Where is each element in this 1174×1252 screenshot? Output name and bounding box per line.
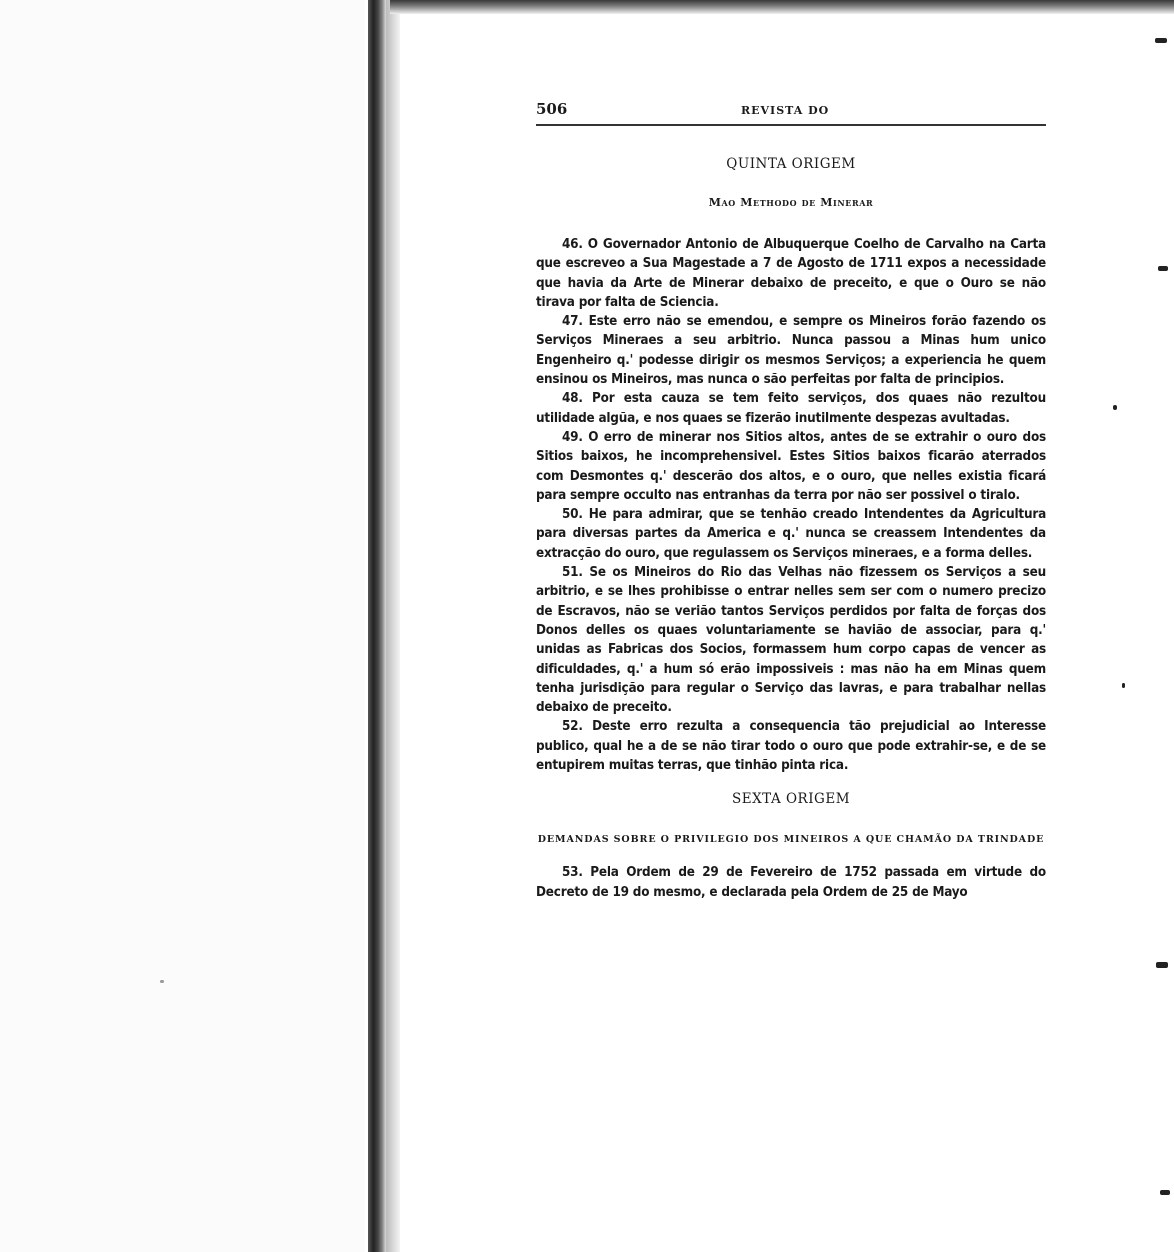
page-top-edge [390, 0, 1174, 14]
margin-speck [1156, 962, 1168, 968]
section-subtitle: DEMANDAS SOBRE O PRIVILEGIO DOS MINEIROS A QUE CHAMÃO DA TRINDADE [537, 834, 1045, 846]
margin-speck [1160, 1190, 1170, 1195]
paragraph: 50. He para admirar, que se tenhão creado Intendentes da Agricultura para diversas partes da America e q.' nunca se creassem Intendentes da extracção do ouro, que regulassem os Serviços mineraes, e a forma delles. [536, 507, 1046, 561]
paragraph: 51. Se os Mineiros do Rio das Velhas não fizessem os Serviços a seu arbitrio, e se lhes prohibisse o entrar nelles sem ser com o numero precizo de Escravos, não se verião tantos Serviços perdidos por falta de forças dos Donos delles os quaes voluntariamente se havião de associar, para q.' unidas as Fabricas dos Socios, formassem hum corpo capas de vencer as dificuldades, q.' a hum só erão impossiveis : mas não ha em Minas quem tenha jurisdição para regular o Serviço das lavras, e para trabalhar nellas debaixo de preceito. [536, 565, 1046, 716]
page-header [536, 100, 1046, 118]
margin-speck [1122, 683, 1125, 688]
header-rule [536, 124, 1046, 126]
book-page [536, 100, 1046, 902]
margin-speck [1155, 38, 1167, 43]
paragraph: 53. Pela Ordem de 29 de Fevereiro de 1752 passada em virtude do Decreto de 19 do mesmo, e declarada pela Ordem de 25 de Mayo [536, 865, 1046, 900]
section-subtitle: Mao Methodo de Minerar [708, 196, 874, 209]
margin-speck [1113, 405, 1117, 410]
section-title: SEXTA ORIGEM [731, 791, 851, 808]
paragraph: 48. Por esta cauza se tem feito serviços, dos quaes não rezultou utilidade algũa, e nos quaes se fizerão inutilmente despezas avultadas. [536, 391, 1046, 426]
margin-speck [1158, 266, 1168, 271]
section-body [536, 863, 1046, 902]
page-gutter [386, 0, 400, 1252]
paragraph: 52. Deste erro rezulta a consequencia tão prejudicial ao Interesse publico, qual he a de se não tirar todo o ouro que pode extrahir-se, e de se entupirem muitas terras, que tinhão pinta rica. [536, 719, 1046, 774]
margin-speck [160, 980, 164, 983]
section-body [536, 235, 1046, 775]
section-title: QUINTA ORIGEM [726, 156, 856, 172]
running-title: REVISTA DO [741, 104, 830, 117]
page-number: 506 [536, 100, 568, 118]
paragraph: 49. O erro de minerar nos Sitios altos, antes de se extrahir o ouro dos Sitios baixos, he incomprehensivel. Estes Sitios baixos ficarão aterrados com Desmontes q.' descerão dos altos, e o ouro, que nelles existia ficará para sempre occulto nas entranhas da terra por não ser possivel o tiralo. [536, 429, 1046, 503]
paragraph: 47. Este erro não se emendou, e sempre os Mineiros forão fazendo os Serviços Mineraes a seu arbitrio. Nunca passou a Minas hum unico Engenheiro q.' podesse dirigir os mesmos Serviços; a experiencia he quem ensinou os Mineiros, mas nunca o são perfeitas por falta de principios. [536, 314, 1046, 388]
paragraph: 46. O Governador Antonio de Albuquerque Coelho de Carvalho na Carta que escreveo a Sua Magestade a 7 de Agosto de 1711 expos a necessidade que havia da Arte de Minerar debaixo de preceito, e que o Ouro se não tirava por falta de Sciencia. [536, 237, 1046, 310]
facing-page-margin [0, 0, 365, 1252]
book-spine-shadow [368, 0, 386, 1252]
